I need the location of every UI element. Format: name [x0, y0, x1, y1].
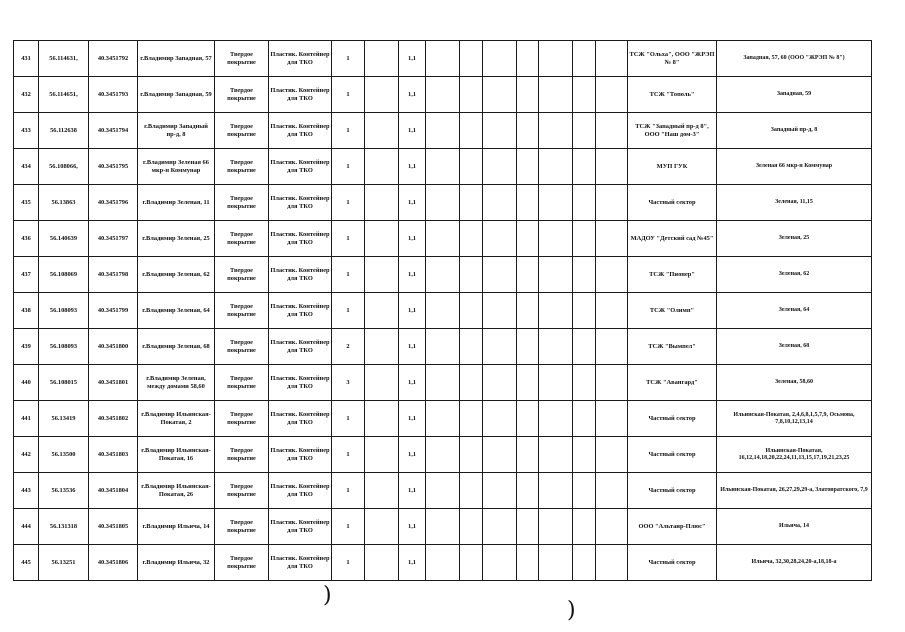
served-objects-cell: Ильича, 14 [717, 509, 872, 545]
organization-cell: ТСЖ "Тополь" [628, 77, 717, 113]
empty-cell [426, 509, 460, 545]
empty-cell [596, 365, 628, 401]
organization-cell: Частный сектор [628, 545, 717, 581]
empty-cell [483, 113, 517, 149]
longitude-cell: 40.3451800 [89, 329, 138, 365]
empty-cell [365, 185, 399, 221]
empty-cell [596, 221, 628, 257]
empty-cell [517, 401, 539, 437]
container-volume-cell: 1,1 [399, 293, 426, 329]
address-cell: г.Владимир Зеленая, 64 [138, 293, 215, 329]
empty-cell [517, 329, 539, 365]
table-row [14, 509, 872, 545]
address-cell: г.Владимир Зеленая, между домами 58,60 [138, 365, 215, 401]
container-type-cell: Пластик. Контейнер для ТКО [269, 149, 332, 185]
empty-cell [365, 365, 399, 401]
address-cell: г.Владимир Зеленая 66 мкр-н Коммунар [138, 149, 215, 185]
empty-cell [596, 473, 628, 509]
empty-cell [460, 41, 483, 77]
empty-cell [365, 473, 399, 509]
row-number-cell: 444 [14, 509, 39, 545]
empty-cell [573, 329, 596, 365]
latitude-cell: 56.131318 [39, 509, 89, 545]
empty-cell [483, 221, 517, 257]
empty-cell [539, 329, 573, 365]
container-volume-cell: 1,1 [399, 257, 426, 293]
address-cell: г.Владимир Западный пр-д, 8 [138, 113, 215, 149]
empty-cell [483, 185, 517, 221]
container-volume-cell: 1,1 [399, 401, 426, 437]
empty-cell [539, 185, 573, 221]
container-count-cell: 1 [332, 545, 365, 581]
container-type-cell: Пластик. Контейнер для ТКО [269, 545, 332, 581]
served-objects-cell: Ильинская-Покатая, 16,12,14,18,20,22,24,11,13,15,17,19,21,23,25 [717, 437, 872, 473]
table-body [14, 41, 872, 581]
table-row [14, 365, 872, 401]
empty-cell [426, 293, 460, 329]
empty-cell [517, 41, 539, 77]
empty-cell [596, 293, 628, 329]
empty-cell [426, 185, 460, 221]
container-count-cell: 1 [332, 509, 365, 545]
longitude-cell: 40.3451792 [89, 41, 138, 77]
served-objects-cell: Зеленая, 58,60 [717, 365, 872, 401]
empty-cell [460, 473, 483, 509]
address-cell: г.Владимир Зеленая, 11 [138, 185, 215, 221]
container-type-cell: Пластик. Контейнер для ТКО [269, 221, 332, 257]
served-objects-cell: Зеленая 66 мкр-н Коммунар [717, 149, 872, 185]
surface-cell: Твердое покрытие [215, 257, 269, 293]
empty-cell [596, 329, 628, 365]
empty-cell [539, 509, 573, 545]
empty-cell [573, 473, 596, 509]
organization-cell: ТСЖ "Олимп" [628, 293, 717, 329]
container-type-cell: Пластик. Контейнер для ТКО [269, 437, 332, 473]
table-row [14, 77, 872, 113]
organization-cell: Частный сектор [628, 473, 717, 509]
container-type-cell: Пластик. Контейнер для ТКО [269, 329, 332, 365]
served-objects-cell: Западная, 57, 60 (ООО "ЖРЭП № 8") [717, 41, 872, 77]
container-type-cell: Пластик. Контейнер для ТКО [269, 257, 332, 293]
row-number-cell: 436 [14, 221, 39, 257]
empty-cell [483, 365, 517, 401]
empty-cell [483, 293, 517, 329]
handwritten-mark-left: ) [323, 583, 332, 608]
container-type-cell: Пластик. Контейнер для ТКО [269, 365, 332, 401]
container-type-cell: Пластик. Контейнер для ТКО [269, 293, 332, 329]
container-volume-cell: 1,1 [399, 113, 426, 149]
latitude-cell: 56.108069 [39, 257, 89, 293]
row-number-cell: 432 [14, 77, 39, 113]
latitude-cell: 56.108015 [39, 365, 89, 401]
address-cell: г.Владимир Зеленая, 68 [138, 329, 215, 365]
empty-cell [573, 149, 596, 185]
address-cell: г.Владимир Зеленая, 62 [138, 257, 215, 293]
address-cell: г.Владимир Западная, 59 [138, 77, 215, 113]
empty-cell [365, 221, 399, 257]
empty-cell [517, 221, 539, 257]
row-number-cell: 433 [14, 113, 39, 149]
surface-cell: Твердое покрытие [215, 77, 269, 113]
empty-cell [426, 365, 460, 401]
organization-cell: Частный сектор [628, 185, 717, 221]
row-number-cell: 438 [14, 293, 39, 329]
empty-cell [460, 437, 483, 473]
container-count-cell: 1 [332, 113, 365, 149]
surface-cell: Твердое покрытие [215, 329, 269, 365]
empty-cell [596, 437, 628, 473]
empty-cell [596, 509, 628, 545]
container-volume-cell: 1,1 [399, 221, 426, 257]
row-number-cell: 440 [14, 365, 39, 401]
empty-cell [539, 77, 573, 113]
empty-cell [483, 509, 517, 545]
table-row [14, 221, 872, 257]
address-cell: г.Владимир Ильинская-Покатая, 2 [138, 401, 215, 437]
address-cell: г.Владимир Ильича, 14 [138, 509, 215, 545]
empty-cell [573, 437, 596, 473]
empty-cell [460, 113, 483, 149]
empty-cell [483, 149, 517, 185]
empty-cell [426, 473, 460, 509]
empty-cell [365, 401, 399, 437]
empty-cell [539, 365, 573, 401]
empty-cell [483, 437, 517, 473]
row-number-cell: 435 [14, 185, 39, 221]
empty-cell [517, 293, 539, 329]
surface-cell: Твердое покрытие [215, 365, 269, 401]
empty-cell [460, 509, 483, 545]
empty-cell [365, 329, 399, 365]
organization-cell: Частный сектор [628, 437, 717, 473]
latitude-cell: 56.13500 [39, 437, 89, 473]
table-row [14, 257, 872, 293]
empty-cell [573, 221, 596, 257]
container-type-cell: Пластик. Контейнер для ТКО [269, 41, 332, 77]
table-row [14, 41, 872, 77]
organization-cell: ТСЖ "Авангард" [628, 365, 717, 401]
table-row [14, 401, 872, 437]
served-objects-cell: Ильинская-Покатая, 2,4,6,8,1,5,7,9, Осьмова, 7,8,10,12,13,14 [717, 401, 872, 437]
container-count-cell: 1 [332, 41, 365, 77]
empty-cell [573, 293, 596, 329]
empty-cell [365, 149, 399, 185]
longitude-cell: 40.3451798 [89, 257, 138, 293]
organization-cell: МАДОУ "Детский сад №45" [628, 221, 717, 257]
longitude-cell: 40.3451795 [89, 149, 138, 185]
longitude-cell: 40.3451804 [89, 473, 138, 509]
surface-cell: Твердое покрытие [215, 509, 269, 545]
container-count-cell: 1 [332, 293, 365, 329]
empty-cell [460, 185, 483, 221]
row-number-cell: 442 [14, 437, 39, 473]
served-objects-cell: Зеленая, 11,15 [717, 185, 872, 221]
served-objects-cell: Западный пр-д, 8 [717, 113, 872, 149]
organization-cell: Частный сектор [628, 401, 717, 437]
table-row [14, 149, 872, 185]
address-cell: г.Владимир Ильинская-Покатая, 16 [138, 437, 215, 473]
latitude-cell: 56.108066, [39, 149, 89, 185]
empty-cell [573, 77, 596, 113]
served-objects-cell: Ильинская-Покатая, 26,27,29,29-а, Златовратского, 7,9 [717, 473, 872, 509]
container-type-cell: Пластик. Контейнер для ТКО [269, 473, 332, 509]
empty-cell [517, 509, 539, 545]
empty-cell [483, 545, 517, 581]
empty-cell [596, 77, 628, 113]
surface-cell: Твердое покрытие [215, 401, 269, 437]
container-count-cell: 2 [332, 329, 365, 365]
latitude-cell: 56.13419 [39, 401, 89, 437]
empty-cell [426, 77, 460, 113]
organization-cell: ТСЖ "Вымпел" [628, 329, 717, 365]
latitude-cell: 56.13251 [39, 545, 89, 581]
longitude-cell: 40.3451803 [89, 437, 138, 473]
empty-cell [365, 77, 399, 113]
container-volume-cell: 1,1 [399, 185, 426, 221]
table-row [14, 329, 872, 365]
address-cell: г.Владимир Ильинская-Покатая, 26 [138, 473, 215, 509]
empty-cell [460, 257, 483, 293]
empty-cell [426, 545, 460, 581]
empty-cell [596, 401, 628, 437]
empty-cell [426, 401, 460, 437]
empty-cell [517, 149, 539, 185]
served-objects-cell: Зеленая, 64 [717, 293, 872, 329]
table-row [14, 293, 872, 329]
empty-cell [573, 113, 596, 149]
empty-cell [365, 437, 399, 473]
latitude-cell: 56.13863 [39, 185, 89, 221]
empty-cell [517, 545, 539, 581]
container-type-cell: Пластик. Контейнер для ТКО [269, 77, 332, 113]
surface-cell: Твердое покрытие [215, 149, 269, 185]
container-count-cell: 1 [332, 77, 365, 113]
organization-cell: ООО "Альтаир-Плюс" [628, 509, 717, 545]
empty-cell [573, 257, 596, 293]
empty-cell [365, 41, 399, 77]
longitude-cell: 40.3451794 [89, 113, 138, 149]
row-number-cell: 431 [14, 41, 39, 77]
table-row [14, 545, 872, 581]
container-volume-cell: 1,1 [399, 365, 426, 401]
empty-cell [596, 545, 628, 581]
surface-cell: Твердое покрытие [215, 113, 269, 149]
empty-cell [596, 257, 628, 293]
container-count-cell: 1 [332, 401, 365, 437]
longitude-cell: 40.3451801 [89, 365, 138, 401]
empty-cell [596, 113, 628, 149]
empty-cell [573, 509, 596, 545]
empty-cell [365, 293, 399, 329]
surface-cell: Твердое покрытие [215, 185, 269, 221]
empty-cell [483, 401, 517, 437]
latitude-cell: 56.140639 [39, 221, 89, 257]
served-objects-cell: Зеленая, 68 [717, 329, 872, 365]
empty-cell [517, 437, 539, 473]
empty-cell [539, 113, 573, 149]
container-volume-cell: 1,1 [399, 77, 426, 113]
empty-cell [539, 293, 573, 329]
container-type-cell: Пластик. Контейнер для ТКО [269, 113, 332, 149]
row-number-cell: 439 [14, 329, 39, 365]
row-number-cell: 445 [14, 545, 39, 581]
container-volume-cell: 1,1 [399, 149, 426, 185]
empty-cell [460, 545, 483, 581]
container-count-cell: 1 [332, 185, 365, 221]
empty-cell [517, 113, 539, 149]
empty-cell [596, 41, 628, 77]
container-type-cell: Пластик. Контейнер для ТКО [269, 401, 332, 437]
table-row [14, 437, 872, 473]
empty-cell [539, 545, 573, 581]
container-count-cell: 1 [332, 149, 365, 185]
empty-cell [539, 41, 573, 77]
empty-cell [365, 257, 399, 293]
latitude-cell: 56.108093 [39, 329, 89, 365]
empty-cell [573, 545, 596, 581]
address-cell: г.Владимир Западная, 57 [138, 41, 215, 77]
empty-cell [573, 185, 596, 221]
empty-cell [596, 185, 628, 221]
surface-cell: Твердое покрытие [215, 293, 269, 329]
surface-cell: Твердое покрытие [215, 437, 269, 473]
empty-cell [426, 113, 460, 149]
empty-cell [483, 257, 517, 293]
empty-cell [460, 293, 483, 329]
empty-cell [460, 149, 483, 185]
surface-cell: Твердое покрытие [215, 221, 269, 257]
address-cell: г.Владимир Ильича, 32 [138, 545, 215, 581]
empty-cell [517, 473, 539, 509]
empty-cell [426, 329, 460, 365]
organization-cell: ТСЖ "Западный пр-д 8", ООО "Наш дом-3" [628, 113, 717, 149]
empty-cell [483, 473, 517, 509]
container-count-cell: 3 [332, 365, 365, 401]
empty-cell [460, 401, 483, 437]
empty-cell [573, 365, 596, 401]
latitude-cell: 56.114651, [39, 77, 89, 113]
address-cell: г.Владимир Зеленая, 25 [138, 221, 215, 257]
row-number-cell: 434 [14, 149, 39, 185]
empty-cell [539, 437, 573, 473]
empty-cell [365, 545, 399, 581]
container-volume-cell: 1,1 [399, 437, 426, 473]
container-type-cell: Пластик. Контейнер для ТКО [269, 185, 332, 221]
organization-cell: ТСЖ "Пионер" [628, 257, 717, 293]
container-volume-cell: 1,1 [399, 329, 426, 365]
handwritten-mark-right: ) [567, 598, 576, 623]
empty-cell [365, 509, 399, 545]
row-number-cell: 437 [14, 257, 39, 293]
latitude-cell: 56.108093 [39, 293, 89, 329]
empty-cell [517, 257, 539, 293]
empty-cell [365, 113, 399, 149]
empty-cell [426, 437, 460, 473]
longitude-cell: 40.3451799 [89, 293, 138, 329]
container-count-cell: 1 [332, 473, 365, 509]
empty-cell [460, 221, 483, 257]
empty-cell [539, 221, 573, 257]
longitude-cell: 40.3451793 [89, 77, 138, 113]
empty-cell [573, 41, 596, 77]
latitude-cell: 56.112638 [39, 113, 89, 149]
longitude-cell: 40.3451796 [89, 185, 138, 221]
served-objects-cell: Ильича, 32,30,28,24,20-а,18,18-а [717, 545, 872, 581]
empty-cell [483, 41, 517, 77]
served-objects-cell: Зеленая, 25 [717, 221, 872, 257]
container-volume-cell: 1,1 [399, 545, 426, 581]
organization-cell: МУП ГУК [628, 149, 717, 185]
surface-cell: Твердое покрытие [215, 41, 269, 77]
table-row [14, 185, 872, 221]
row-number-cell: 441 [14, 401, 39, 437]
container-type-cell: Пластик. Контейнер для ТКО [269, 509, 332, 545]
longitude-cell: 40.3451802 [89, 401, 138, 437]
container-site-registry-table [13, 40, 872, 581]
empty-cell [426, 257, 460, 293]
served-objects-cell: Западная, 59 [717, 77, 872, 113]
empty-cell [460, 365, 483, 401]
empty-cell [596, 149, 628, 185]
empty-cell [460, 77, 483, 113]
longitude-cell: 40.3451797 [89, 221, 138, 257]
table-row [14, 473, 872, 509]
organization-cell: ТСЖ "Ольха", ООО "ЖРЭП № 8" [628, 41, 717, 77]
empty-cell [517, 77, 539, 113]
empty-cell [539, 401, 573, 437]
container-volume-cell: 1,1 [399, 473, 426, 509]
surface-cell: Твердое покрытие [215, 473, 269, 509]
container-count-cell: 1 [332, 257, 365, 293]
row-number-cell: 443 [14, 473, 39, 509]
empty-cell [483, 329, 517, 365]
latitude-cell: 56.13536 [39, 473, 89, 509]
container-volume-cell: 1,1 [399, 41, 426, 77]
empty-cell [539, 257, 573, 293]
empty-cell [426, 221, 460, 257]
container-count-cell: 1 [332, 437, 365, 473]
empty-cell [517, 365, 539, 401]
latitude-cell: 56.114631, [39, 41, 89, 77]
served-objects-cell: Зеленая, 62 [717, 257, 872, 293]
surface-cell: Твердое покрытие [215, 545, 269, 581]
empty-cell [426, 149, 460, 185]
empty-cell [483, 77, 517, 113]
table-row [14, 113, 872, 149]
container-volume-cell: 1,1 [399, 509, 426, 545]
empty-cell [426, 41, 460, 77]
empty-cell [573, 401, 596, 437]
longitude-cell: 40.3451805 [89, 509, 138, 545]
container-count-cell: 1 [332, 221, 365, 257]
empty-cell [539, 149, 573, 185]
empty-cell [517, 185, 539, 221]
empty-cell [460, 329, 483, 365]
longitude-cell: 40.3451806 [89, 545, 138, 581]
empty-cell [539, 473, 573, 509]
